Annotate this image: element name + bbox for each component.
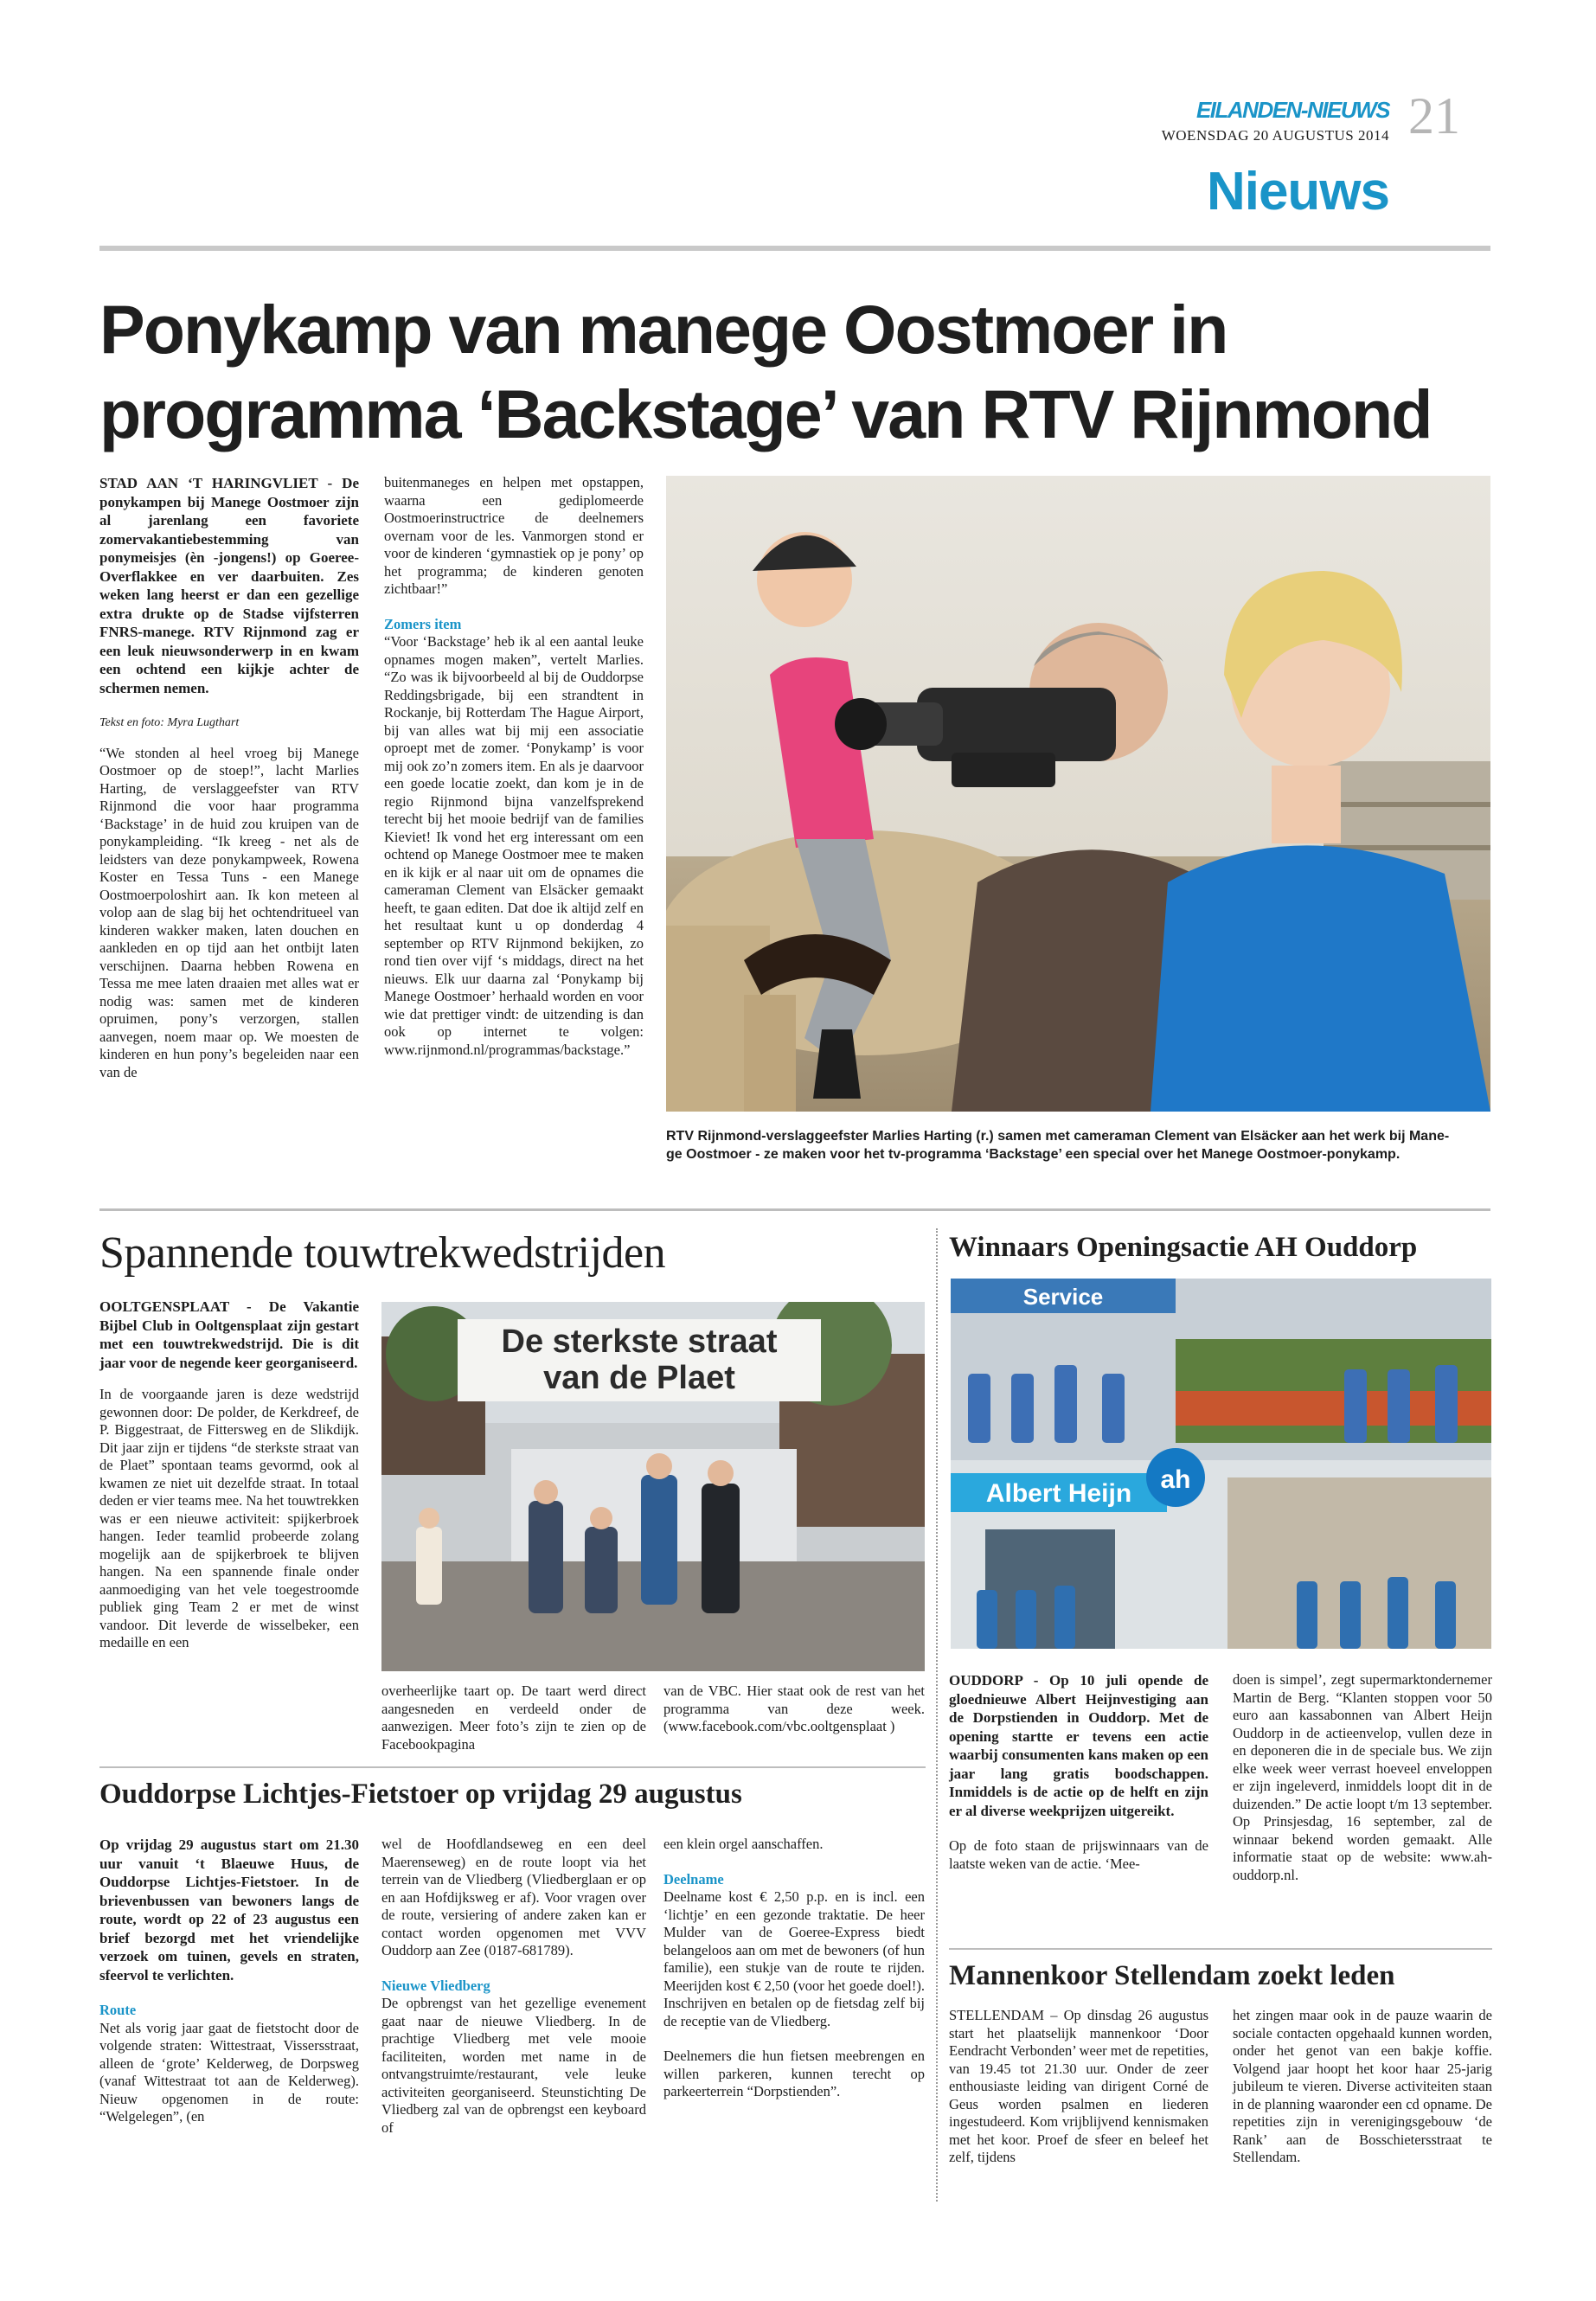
article2-column3 [663,1682,925,1753]
article2-body1: In de voorgaande jaren is deze wedstrijd gewonnen door: De polder, de Kerkdreef, de P. Biggestraat, de Fittersweg en de Slikdijk. Dit jaar zijn er tijdens “de sterkste straat van de Plaet” spontaan teams gevormd, ook al kwamen ze niet uit dezelfde straat. In totaal deden er vier teams mee. Na het touwtrekken was er een nieuwe activiteit: spijkerbroek hangen. Ieder teamlid probeerde zolang mogelijk aan de spijkerbroek te blijven hangen. Na een spannende finale onder aanmoediging van het vele toegestroomde publiek ging Team 2 er met de winst vandoor. Dit leverde de wisselbeker, een medaille en een [99,1386,359,1650]
article1-body3: “Voor ‘Backstage’ heb ik al een aantal leuke opnames mogen maken”, vertelt Marlies. “Zo was ik bijvoorbeeld al bij de Ouddorpse Reddingsbrigade, bij een strandtent in Rockanje, bij Rotterdam The Hague Airport, bij van alles wat bij mij een associatie oproept met de zomer. ‘Ponykamp’ is voor mij ook zo’n zomers item. En als je daarvoor een goede locatie zoekt, dan kom je in de regio Rijnmond bijna vanzelfsprekend terecht bij het mooie bedrijf van de families Kieviet! Ik vond het erg interessant om een ochtend op Manege Oostmoer mee te maken en ik kijk er al naar uit om de opnames die cameraman Clement van Elsäcker gemaakt heeft, te gaan editen. Dat doe ik altijd zelf en het resultaat kunt u op donderdag 4 september op RTV Rijnmond bekijken, zo rond tien over vijf ‘s middags, direct na het nieuws. Elk uur daarna zal ‘Ponykamp bij Manege Oostmoer’ herhaald worden en voor wie dat prettiger vindt: de uitzending is dan ook op internet te volgen: www.rijnmond.nl/programmas/backstage.” [384,633,644,1058]
article2-photo [381,1302,925,1671]
article3-body-vliedberg: De opbrengst van het gezellige evenement gaat naar de nieuwe Vliedberg. In de prachtige Vliedberg met vele mooie faciliteiten, worden met name in de ontvangstruimte/restaurant, vele leuke activiteiten georganiseerd. Steunstichting De Vliedberg zal van de opbrengst een keyboard of [381,1995,646,2136]
article3-column3 [663,1836,925,2118]
article3-body-route: Net als vorig jaar gaat de fietstocht door de volgende straten: Wittestraat, Vissersstraat, alleen de ‘grote’ Kelderweg, de Dorpsweg (vanaf Wittestraat tot aan de Kelderweg). Nieuw opgenomen in de route: “Welgelegen”, (en [99,2019,359,2125]
issue-date: WOENSDAG 20 AUGUSTUS 2014 [1161,127,1389,144]
article3-body2: wel de Hoofdlandseweg en een deel Maerenseweg) en de route loopt via het terrein van de Vliedberg (Vliedberglaan er op en aan Hofdijksweg er af). Voor vragen over de route, versiering of andere zaken kan er contact worden opgenomen met VVV Ouddorp aan Zee (0187-681789). [381,1836,646,1958]
article4-sign-service: Service [1022,1284,1104,1310]
article3-subhead-route: Route [99,2002,137,2018]
article5-headline: Mannenkoor Stellendam zoekt leden [949,1960,1395,1991]
article3-column2 [381,1836,646,2154]
article1-headline [99,287,1484,457]
article2-column2 [381,1682,646,1771]
article3-body-end: Deelnemers die hun fietsen meebrengen en willen parkeren, kunnen terecht op parkeerterrein “Dorpstienden”. [663,2048,925,2099]
article3-body3: een klein orgel aanschaffen. [663,1836,824,1852]
article5-column2 [1233,2007,1492,2184]
article2-body2: overheerlijke taart op. De taart werd direct aangesneden en verdeeld onder de aanwezigen. Meer foto’s zijn te zien op de Facebookpagina [381,1682,646,1753]
article5-body1: STELLENDAM – Op dinsdag 26 augustus start het plaatselijk mannenkoor ‘Door Eendracht Verbonden’ weer met de repetities, van 19.45 tot 21.30 uur. Onder de zeer enthousiaste leiding van dirigent Corné de Geus worden psalmen en liederen ingestudeerd. Kom vrijblijvend kennismaken met het koor. Proef de sfeer en beleef het zelf, tijdens [949,2007,1208,2165]
article3-column1 [99,1836,359,2144]
article4-logo-text: ah [1160,1465,1191,1494]
article4-sign-store: Albert Heijn [985,1479,1132,1508]
paper-name-logo: EILANDEN-NIEUWS [1195,97,1389,123]
article3-lead: Op vrijdag 29 augustus start om 21.30 uur vanuit ‘t Blaeuwe Huus, de Ouddorpse Lichtjes-Fietstoer. In de brievenbussen van bewoners langs de route, wordt op 22 of 23 augustus een brief bezorgd met het vriendelijke verzoek om tuinen, gevels en straten, sfeervol te verlichten. [99,1836,359,1984]
article4-column2 [1233,1671,1492,1901]
article2-column1 [99,1298,359,1670]
article4-photo [951,1279,1491,1649]
article5-body2: het zingen maar ook in de pauze waarin de sociale contacten opgehaald kunnen worden, onder het genot van een bakje koffie. Volgend jaar hoopt het koor haar 25-jarig jubileum te vieren. Diverse activiteiten staan in de planning waaronder een cd opname. De repetities zijn in verenigingsgebouw ‘de Rank’ aan de Bosschietersstraat te Stellendam. [1233,2007,1492,2165]
article2-banner-line1: De sterkste straat [501,1324,778,1360]
article4-bottom-rule [949,1948,1492,1950]
article3-headline: Ouddorpse Lichtjes-Fietstoer op vrijdag 29 augustus [99,1779,742,1810]
article1-credit: Tekst en foto: Myra Lugthart [99,716,240,729]
article1-body1: “We stonden al heel vroeg bij Manege Oostmoer op de stoep!”, lacht Marlies Harting, de verslaggeefster van RTV Rijnmond die voor haar programma ‘Backstage’ in de huid zou kruipen van de ponykampleiding. “Ik kreeg - net als de leidsters van deze ponykampweek, Rowena Koster en Tessa Tuns - een Manege Oostmoerpoloshirt aan. Ik kon meteen al volop aan de slag bij het ochtendritueel van kinderen wakker maken, laten douchen en aankleden en op tijd aan het ontbijt laten verschijnen. Daarna hebben Rowena en Tessa me mee laten draaien met alles wat er nodig was: samen met de kinderen opruimen, pony’s verzorgen, stallen aanvegen, noem maar op. We moesten de kinderen en hun pony’s begeleiden naar een van de [99,744,359,1080]
article1-column1 [99,474,359,1099]
article1-column2 [384,474,644,1076]
article1-photo-caption [666,1127,1497,1163]
page-number: 21 [1408,87,1460,144]
article1-caption-line1: RTV Rijnmond-verslaggeefster Marlies Harting (r.) samen met cameraman Clement van Elsäcker aan het werk bij Mane- [666,1129,1450,1144]
article1-caption-line2: ge Oostmoer - ze maken voor het tv-programma ‘Backstage’ een special over het Manege Oostmoer-ponykamp. [666,1147,1401,1162]
article2-body3: van de VBC. Hier staat ook de rest van het programma van deze week. (www.facebook.com/vbc.ooltgensplaat ) [663,1682,925,1734]
article1-subhead: Zomers item [384,615,462,632]
article3-body-deelname: Deelname kost € 2,50 p.p. en is incl. een ‘lichtje’ en een gezonde traktatie. De heer Mulder van de Goeree-Express biedt belangeloos aan om met de bewoners (of hun familie), een stukje van de route te rijden. Meerijden kost € 2,50 (voor het goede doel!). Inschrijven en betalen op de fietsdag zelf bij de receptie van de Vliedberg. [663,1888,925,2029]
article2-banner-line2: van de Plaet [543,1360,735,1396]
article4-lead: OUDDORP - Op 10 juli opende de gloednieuwe Albert Heijnvestiging aan de Dorpstienden in Ouddorp. Met de opening startte er tevens een actie waarbij consumenten kans maken op een jaar lang gratis boodschappen. Inmiddels is de actie op de helft en zijn er al diverse weekprijzen uitgereikt. [949,1672,1208,1819]
article4-column1 [949,1671,1208,1890]
article1-bottom-rule [99,1208,1490,1211]
article4-body1: Op de foto staan de prijswinnaars van de laatste weken van de actie. ‘Mee- [949,1837,1208,1872]
article4-headline: Winnaars Openingsactie AH Ouddorp [949,1232,1418,1263]
article4-body2: doen is simpel’, zegt supermarktondernemer Martin de Berg. “Klanten stoppen voor 50 euro aan kassabonnen van Albert Heijn Ouddorp in de actieenvelop, vullen deze in en deponeren die in de speciale bus. We zijn elke week weer verrast hoeveel enveloppen er zijn ingeleverd, inmiddels loopt dit in de duizenden.” De actie loopt t/m 13 september. Op Prinsjesdag, 16 september, zal de winnaar bekend worden gemaakt. Alle informatie staat op de website: www.ah-ouddorp.nl. [1233,1671,1492,1883]
article1-photo [666,476,1490,1112]
article2-lead: OOLTGENSPLAAT - De Vakantie Bijbel Club in Ooltgensplaat zijn gestart met een touwtrekwedstrijd. Die is dit jaar voor de negende keer georganiseerd. [99,1298,359,1371]
article1-lead: STAD AAN ‘T HARINGVLIET - De ponykampen bij Manege Oostmoer zijn al jarenlang een favoriete zomervakantiebestemming van ponymeisjes (èn -jongens!) op Goeree-Overflakkee en ver daarbuiten. Zes weken lang heerst er dan een gezellige extra drukte op de Stadse vijfsterren FNRS-manege. RTV Rijnmond zag er een leuk nieuwsonderwerp in en kwam een ochtend een kijkje achter de schermen nemen. [99,475,359,696]
article1-headline-line1: Ponykamp van manege Oostmoer in [99,291,1227,368]
column-separator [936,1228,938,2202]
article5-column1 [949,2007,1208,2184]
article3-subhead-vliedberg: Nieuwe Vliedberg [381,1977,490,1994]
article1-headline-line2: programma ‘Backstage’ van RTV Rijnmond [99,375,1432,452]
article2-bottom-rule [99,1766,926,1768]
section-title: Nieuws [1206,162,1389,221]
masthead-rule [99,246,1490,251]
article2-headline: Spannende touwtrekwedstrijden [99,1228,666,1278]
article1-body2: buitenmaneges en helpen met opstappen, waarna een gediplomeerde Oostmoerinstructrice de deelnemers overnam voor de les. Vanmorgen stond er voor de kinderen ‘gymnastiek op je pony’ op het programma; de kinderen genoten zichtbaar!” [384,474,644,597]
article3-subhead-deelname: Deelname [663,1870,724,1888]
